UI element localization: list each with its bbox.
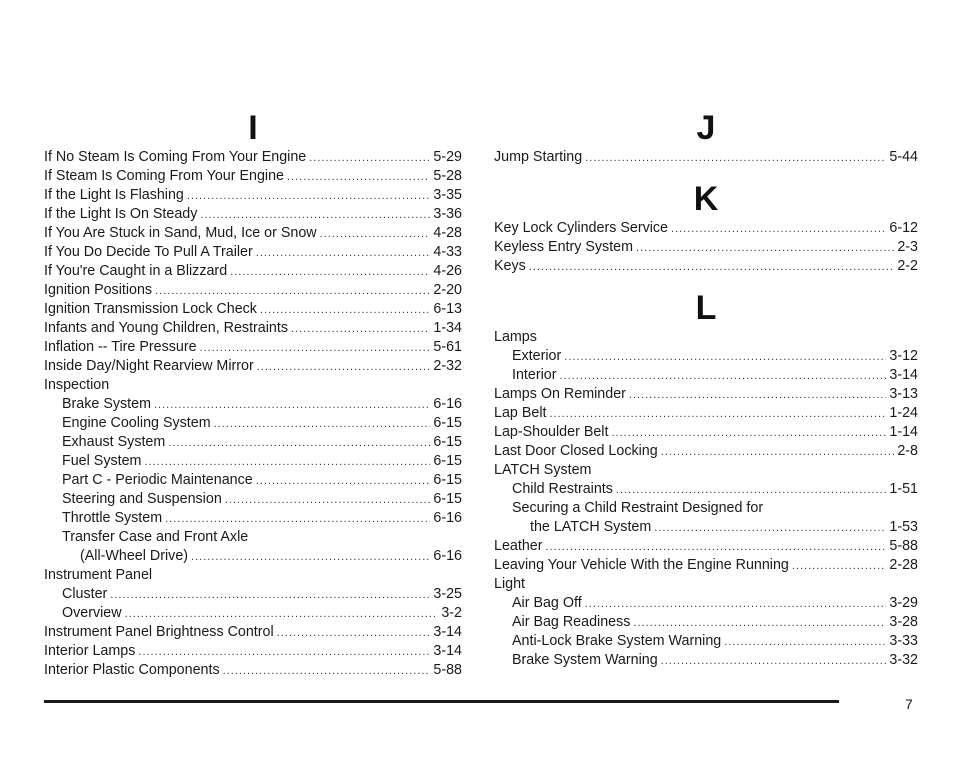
entry-label: Fuel System	[62, 453, 142, 469]
entry-label: If the Light Is On Steady	[44, 206, 198, 222]
dot-leader	[564, 348, 886, 366]
index-entry	[494, 238, 918, 257]
entry-label: Jump Starting	[494, 149, 583, 165]
entry-page-ref: 6-15	[433, 453, 462, 469]
section-letter-i: I	[248, 109, 258, 147]
index-entry	[494, 219, 918, 238]
entry-label: If You Are Stuck in Sand, Mud, Ice or Snow	[44, 225, 317, 241]
entry-page-ref: 3-32	[889, 652, 918, 668]
dot-leader	[277, 624, 431, 642]
index-entry	[494, 404, 918, 423]
index-entry	[44, 642, 462, 661]
index-entry	[44, 547, 462, 566]
index-entry	[44, 433, 462, 452]
index-entry	[44, 300, 462, 319]
entry-page-ref: 3-14	[433, 643, 462, 659]
index-entry	[44, 319, 462, 338]
dot-leader	[529, 258, 895, 276]
index-entry	[44, 509, 462, 528]
entry-label: Air Bag Readiness	[512, 614, 631, 630]
index-entry	[44, 490, 462, 509]
dot-leader	[291, 320, 430, 338]
dot-leader	[616, 481, 886, 499]
dot-leader	[661, 443, 895, 461]
entry-page-ref: 3-25	[433, 586, 462, 602]
entry-page-ref: 3-29	[889, 595, 918, 611]
index-entry	[494, 461, 918, 480]
entry-label: Lap Belt	[494, 405, 547, 421]
entry-page-ref: 2-2	[897, 258, 918, 274]
index-entry	[494, 257, 918, 276]
entry-label: Inflation -- Tire Pressure	[44, 339, 197, 355]
index-entry	[494, 366, 918, 385]
index-entry	[494, 537, 918, 556]
dot-leader	[309, 149, 430, 167]
index-list-i	[44, 148, 462, 680]
entry-page-ref: 2-20	[433, 282, 462, 298]
entry-page-ref: 2-3	[897, 239, 918, 255]
index-entry	[44, 471, 462, 490]
entry-page-ref: 4-33	[433, 244, 462, 260]
index-entry	[44, 262, 462, 281]
dot-leader	[230, 263, 430, 281]
entry-page-ref: 3-13	[889, 386, 918, 402]
dot-leader	[654, 519, 886, 537]
entry-label: Infants and Young Children, Restraints	[44, 320, 289, 336]
entry-page-ref: 6-13	[433, 301, 462, 317]
index-entry	[494, 148, 918, 167]
entry-label: Leather	[494, 538, 543, 554]
entry-label: If No Steam Is Coming From Your Engine	[44, 149, 307, 165]
index-entry	[44, 395, 462, 414]
dot-leader	[168, 434, 430, 452]
entry-page-ref: 3-28	[889, 614, 918, 630]
dot-leader	[256, 472, 431, 490]
dot-leader	[223, 662, 431, 680]
index-entry	[494, 651, 918, 670]
entry-label: Overview	[62, 605, 122, 621]
dot-leader	[187, 187, 431, 205]
index-entry	[494, 613, 918, 632]
entry-page-ref: 4-26	[433, 263, 462, 279]
dot-leader	[585, 149, 886, 167]
dot-leader	[320, 225, 431, 243]
dot-leader	[585, 595, 887, 613]
index-entry	[44, 167, 462, 186]
entry-page-ref: 2-32	[433, 358, 462, 374]
entry-page-ref: 5-44	[889, 149, 918, 165]
entry-label: Air Bag Off	[512, 595, 582, 611]
section-letter-j: J	[696, 109, 716, 147]
index-entry	[44, 661, 462, 680]
entry-label: If You're Caught in a Blizzard	[44, 263, 228, 279]
index-entry	[44, 224, 462, 243]
dot-leader	[611, 424, 886, 442]
dot-leader	[256, 244, 431, 262]
dot-leader	[724, 633, 886, 651]
dot-leader	[110, 586, 430, 604]
section-letter-l: L	[695, 289, 717, 327]
dot-leader	[200, 206, 430, 224]
entry-label: Engine Cooling System	[62, 415, 211, 431]
entry-page-ref: 6-15	[433, 415, 462, 431]
dot-leader	[144, 453, 430, 471]
entry-page-ref: 1-51	[889, 481, 918, 497]
entry-label: Interior Lamps	[44, 643, 136, 659]
entry-label: Part C - Periodic Maintenance	[62, 472, 253, 488]
dot-leader	[661, 652, 887, 670]
dot-leader	[138, 643, 430, 661]
index-entry	[494, 423, 918, 442]
entry-page-ref: 5-88	[433, 662, 462, 678]
entry-page-ref: 4-28	[433, 225, 462, 241]
dot-leader	[792, 557, 886, 575]
index-entry	[494, 518, 918, 537]
entry-label: Transfer Case and Front Axle	[62, 529, 249, 545]
entry-page-ref: 2-8	[897, 443, 918, 459]
entry-page-ref: 1-53	[889, 519, 918, 535]
index-entry	[494, 575, 918, 594]
dot-leader	[671, 220, 886, 238]
index-entry	[494, 328, 918, 347]
index-entry	[44, 604, 462, 623]
index-entry	[494, 556, 918, 575]
index-entry	[44, 376, 462, 395]
entry-label: Exhaust System	[62, 434, 166, 450]
entry-label: Lamps	[494, 329, 537, 345]
index-entry	[44, 186, 462, 205]
entry-label: If Steam Is Coming From Your Engine	[44, 168, 284, 184]
index-entry	[494, 594, 918, 613]
entry-label: (All-Wheel Drive)	[80, 548, 189, 564]
dot-leader	[287, 168, 430, 186]
index-entry	[494, 499, 918, 518]
dot-leader	[155, 282, 430, 300]
entry-label: Interior Plastic Components	[44, 662, 220, 678]
entry-page-ref: 3-36	[433, 206, 462, 222]
dot-leader	[629, 386, 886, 404]
entry-label: LATCH System	[494, 462, 592, 478]
index-entry	[44, 357, 462, 376]
dot-leader	[154, 396, 430, 414]
entry-label: Key Lock Cylinders Service	[494, 220, 669, 236]
entry-page-ref: 5-88	[889, 538, 918, 554]
dot-leader	[257, 358, 431, 376]
entry-page-ref: 2-28	[889, 557, 918, 573]
entry-page-ref: 6-16	[433, 548, 462, 564]
entry-page-ref: 3-12	[889, 348, 918, 364]
dot-leader	[260, 301, 430, 319]
entry-label: Keys	[494, 258, 526, 274]
entry-label: Anti-Lock Brake System Warning	[512, 633, 722, 649]
entry-label: Keyless Entry System	[494, 239, 634, 255]
entry-label: Light	[494, 576, 526, 592]
entry-label: Leaving Your Vehicle With the Engine Running	[494, 557, 789, 573]
entry-label: Throttle System	[62, 510, 163, 526]
index-entry	[44, 338, 462, 357]
dot-leader	[633, 614, 886, 632]
entry-label: Lamps On Reminder	[494, 386, 626, 402]
entry-label: Instrument Panel	[44, 567, 153, 583]
index-entry	[494, 385, 918, 404]
index-list-l	[494, 328, 918, 670]
entry-page-ref: 6-16	[433, 396, 462, 412]
index-entry	[44, 566, 462, 585]
entry-label: Steering and Suspension	[62, 491, 222, 507]
index-entry	[44, 452, 462, 471]
entry-page-ref: 6-15	[433, 434, 462, 450]
entry-page-ref: 3-14	[889, 367, 918, 383]
dot-leader	[214, 415, 431, 433]
entry-page-ref: 1-24	[889, 405, 918, 421]
entry-page-ref: 5-61	[433, 339, 462, 355]
entry-label: If You Do Decide To Pull A Trailer	[44, 244, 253, 260]
entry-label: If the Light Is Flashing	[44, 187, 184, 203]
entry-label: Lap-Shoulder Belt	[494, 424, 609, 440]
index-entry	[44, 623, 462, 642]
entry-page-ref: 5-29	[433, 149, 462, 165]
entry-label: Brake System	[62, 396, 151, 412]
entry-page-ref: 5-28	[433, 168, 462, 184]
entry-label: Child Restraints	[512, 481, 613, 497]
entry-label: Last Door Closed Locking	[494, 443, 658, 459]
entry-label: Exterior	[512, 348, 562, 364]
entry-page-ref: 3-14	[433, 624, 462, 640]
entry-page-ref: 1-14	[889, 424, 918, 440]
index-entry	[44, 528, 462, 547]
dot-leader	[546, 538, 887, 556]
entry-page-ref: 3-33	[889, 633, 918, 649]
index-entry	[494, 480, 918, 499]
entry-label: Ignition Transmission Lock Check	[44, 301, 257, 317]
index-entry	[44, 281, 462, 300]
index-list-k	[494, 219, 918, 276]
index-entry	[44, 414, 462, 433]
entry-page-ref: 6-16	[433, 510, 462, 526]
dot-leader	[200, 339, 431, 357]
index-list-j	[494, 148, 918, 167]
dot-leader	[191, 548, 430, 566]
entry-label: Instrument Panel Brightness Control	[44, 624, 274, 640]
index-entry	[494, 347, 918, 366]
index-entry	[44, 205, 462, 224]
page-number: 7	[905, 696, 913, 712]
index-entry	[44, 148, 462, 167]
section-letter-k: K	[693, 180, 719, 218]
index-entry	[494, 632, 918, 651]
index-entry	[494, 442, 918, 461]
dot-leader	[125, 605, 439, 623]
entry-page-ref: 3-35	[433, 187, 462, 203]
index-entry	[44, 585, 462, 604]
dot-leader	[225, 491, 431, 509]
entry-page-ref: 6-15	[433, 491, 462, 507]
entry-page-ref: 6-12	[889, 220, 918, 236]
right-column	[494, 108, 918, 670]
dot-leader	[549, 405, 886, 423]
entry-label: Brake System Warning	[512, 652, 658, 668]
entry-label: Interior	[512, 367, 557, 383]
entry-label: the LATCH System	[530, 519, 652, 535]
entry-label: Cluster	[62, 586, 108, 602]
entry-label: Inside Day/Night Rearview Mirror	[44, 358, 254, 374]
entry-page-ref: 3-2	[441, 605, 462, 621]
entry-label: Securing a Child Restraint Designed for	[512, 500, 764, 516]
left-column	[44, 108, 462, 680]
entry-page-ref: 1-34	[433, 320, 462, 336]
dot-leader	[165, 510, 430, 528]
entry-label: Ignition Positions	[44, 282, 153, 298]
index-entry	[44, 243, 462, 262]
footer-rule	[44, 700, 839, 703]
dot-leader	[636, 239, 894, 257]
dot-leader	[560, 367, 887, 385]
entry-page-ref: 6-15	[433, 472, 462, 488]
entry-label: Inspection	[44, 377, 110, 393]
